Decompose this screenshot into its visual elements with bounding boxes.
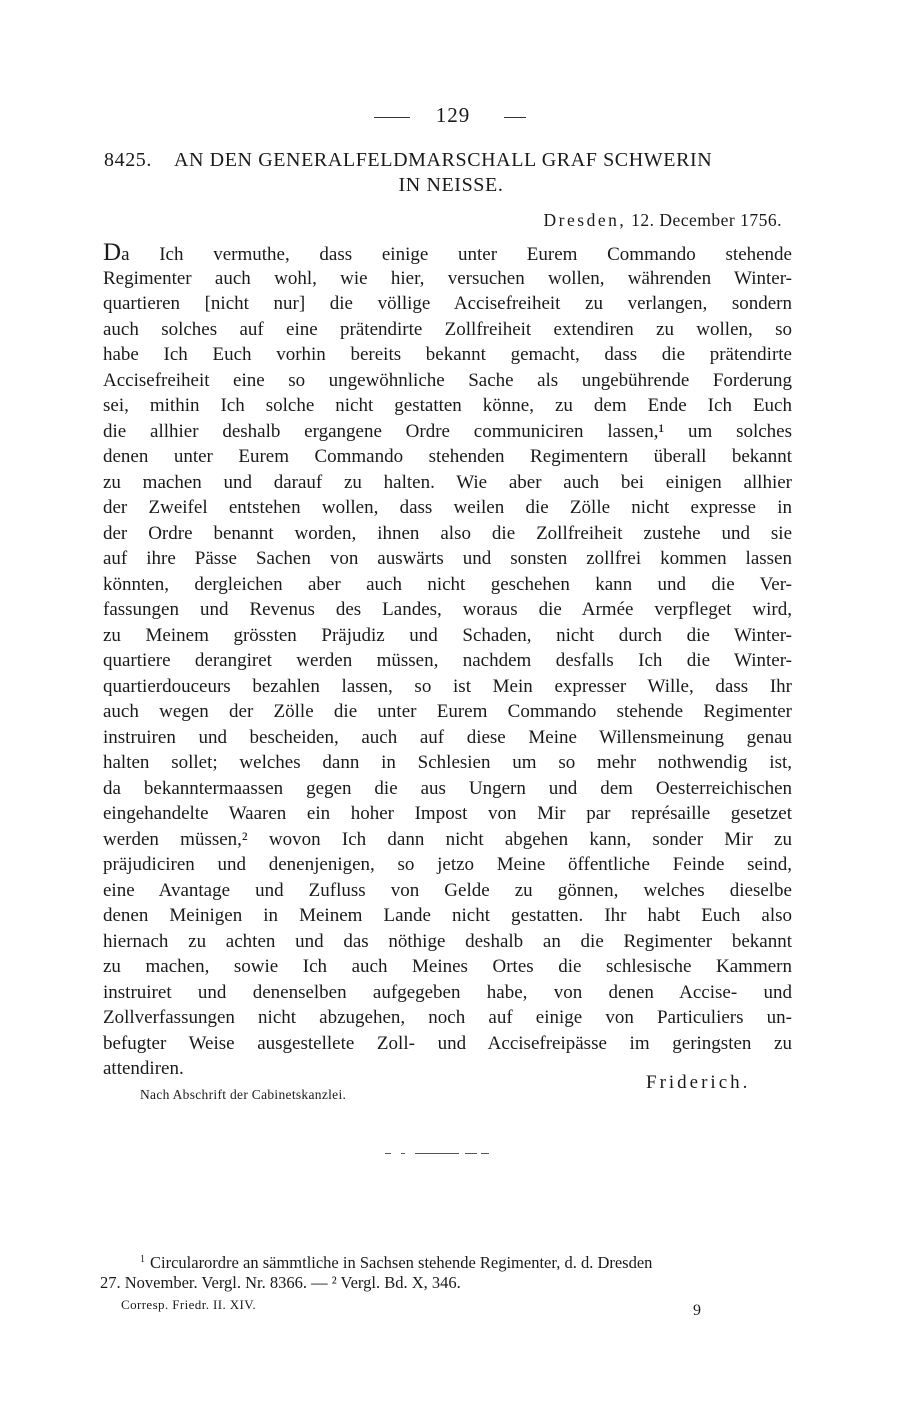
footnote-line-2: 27. November. Vergl. Nr. 8366. — ² Vergl. Bd. X, 346. xyxy=(100,1273,461,1292)
body-line: denen unter Eurem Commando stehenden Regimentern überall bekannt xyxy=(103,446,792,467)
dateline-date: 12. December 1756. xyxy=(631,210,782,230)
body-line: zu Meinem grössten Präjudiz und Schaden, nicht durch die Winter- xyxy=(103,624,792,646)
body-line: zu machen, sowie Ich auch Meines Ortes die schlesische Kammern xyxy=(103,956,792,977)
body-line: der Ordre benannt worden, ihnen also die Zollfreiheit zustehe und sie xyxy=(103,522,792,544)
body-line: der Zweifel entstehen wollen, dass weilen die Zölle nicht expresse in xyxy=(103,497,792,518)
body-line: quartiere derangiret werden müssen, nachdem desfalls Ich die Winter- xyxy=(103,650,792,671)
footnote-text-1: Circularordre an sämmtliche in Sachsen stehende Regimenter, d. d. Dresden xyxy=(150,1253,653,1272)
body-line: quartierdouceurs bezahlen lassen, so ist Mein expresser Wille, dass Ihr xyxy=(103,675,792,697)
dateline-place: Dresden, xyxy=(543,210,627,230)
page-header xyxy=(0,103,900,128)
body-line: fassungen und Revenus des Landes, woraus die Armée verpfleget wird, xyxy=(103,599,792,620)
body-line: quartieren [nicht nur] die völlige Accisefreiheit zu verlangen, sondern xyxy=(103,293,792,314)
body-line: habe Ich Euch vorhin bereits bekannt gemacht, dass die prätendirte xyxy=(103,344,792,365)
body-line: Zollverfassungen nicht abzugehen, noch auf einige von Particuliers un- xyxy=(103,1007,792,1028)
body-line: hiernach zu achten und das nöthige deshalb an die Regimenter bekannt xyxy=(103,930,792,952)
dateline xyxy=(544,210,782,231)
body-line: halten sollet; welches dann in Schlesien um so mehr nothwendig ist, xyxy=(103,752,792,773)
header-rule-right xyxy=(504,117,526,118)
body-line: denen Meinigen in Meinem Lande nicht gestatten. Ihr habt Euch also xyxy=(103,905,792,926)
body-line: Accisefreiheit eine so ungewöhnliche Sache als ungebührende Forderung xyxy=(103,369,792,391)
footnotes xyxy=(100,1248,790,1294)
sheet-number: 9 xyxy=(693,1302,701,1319)
body-line: könnten, dergleichen aber auch nicht geschehen kann und die Ver- xyxy=(103,573,792,595)
footnote-line-1 xyxy=(100,1248,790,1271)
body-line: eine Avantage und Zufluss von Gelde zu gönnen, welches dieselbe xyxy=(103,879,792,901)
body-line-first xyxy=(103,240,792,266)
body-line: auch wegen der Zölle die unter Eurem Commando stehende Regimenter xyxy=(103,701,792,722)
body-line: präjudiciren und denenjenigen, so jetzo Meine öffentliche Feinde seind, xyxy=(103,854,792,875)
body-line: sei, mithin Ich solche nicht gestatten könne, zu dem Ende Ich Euch xyxy=(103,395,792,416)
body-line: auch solches auf eine prätendirte Zollfreiheit extendiren zu wollen, so xyxy=(103,318,792,340)
body-line: instruiret und denenselben aufgegeben habe, von denen Accise- und xyxy=(103,981,792,1003)
body-line: eingehandelte Waaren ein hoher Impost von Mir par représaille gesetzet xyxy=(103,803,792,824)
body-line: auf ihre Pässe Sachen von auswärts und sonsten zollfrei kommen lassen xyxy=(103,548,792,569)
body-line: Regimenter auch wohl, wie hier, versuchen wollen, währenden Winter- xyxy=(103,267,792,289)
letter-number: 8425. xyxy=(104,149,152,171)
initial-letter: D xyxy=(103,240,122,266)
body-line: attendiren. xyxy=(103,1058,184,1079)
title-line-2: IN NEISSE. xyxy=(398,174,504,196)
section-separator xyxy=(385,1153,495,1155)
body-line: da bekanntermaassen gegen die aus Ungern und dem Oesterreichischen xyxy=(103,777,792,799)
source-note: Nach Abschrift der Cabinetskanzlei. xyxy=(140,1087,347,1102)
letter-title xyxy=(104,148,798,198)
body-line: befugter Weise ausgestellete Zoll- und Accisefreipässe im geringsten zu xyxy=(103,1032,792,1054)
signature: Friderich. xyxy=(646,1072,751,1093)
footer-signature-mark: Corresp. Friedr. II. XIV. xyxy=(121,1297,257,1312)
body-line: zu machen und darauf zu halten. Wie aber auch bei einigen allhier xyxy=(103,471,792,493)
page-number: 129 xyxy=(435,103,471,127)
letter-body xyxy=(103,240,792,1082)
footnote-marker: 1 xyxy=(140,1254,145,1265)
title-line-1: AN DEN GENERALFELDMARSCHALL GRAF SCHWERIN xyxy=(174,149,713,171)
body-line: werden müssen,² wovon Ich dann nicht abgehen kann, sonder Mir zu xyxy=(103,828,792,850)
header-rule-left xyxy=(374,117,410,118)
body-line: die allhier deshalb ergangene Ordre communiciren lassen,¹ um solches xyxy=(103,420,792,442)
body-line: instruiren und bescheiden, auch auf diese Meine Willensmeinung genau xyxy=(103,726,792,748)
first-line-text: a Ich vermuthe, dass einige unter Eurem Commando stehende xyxy=(121,244,792,265)
